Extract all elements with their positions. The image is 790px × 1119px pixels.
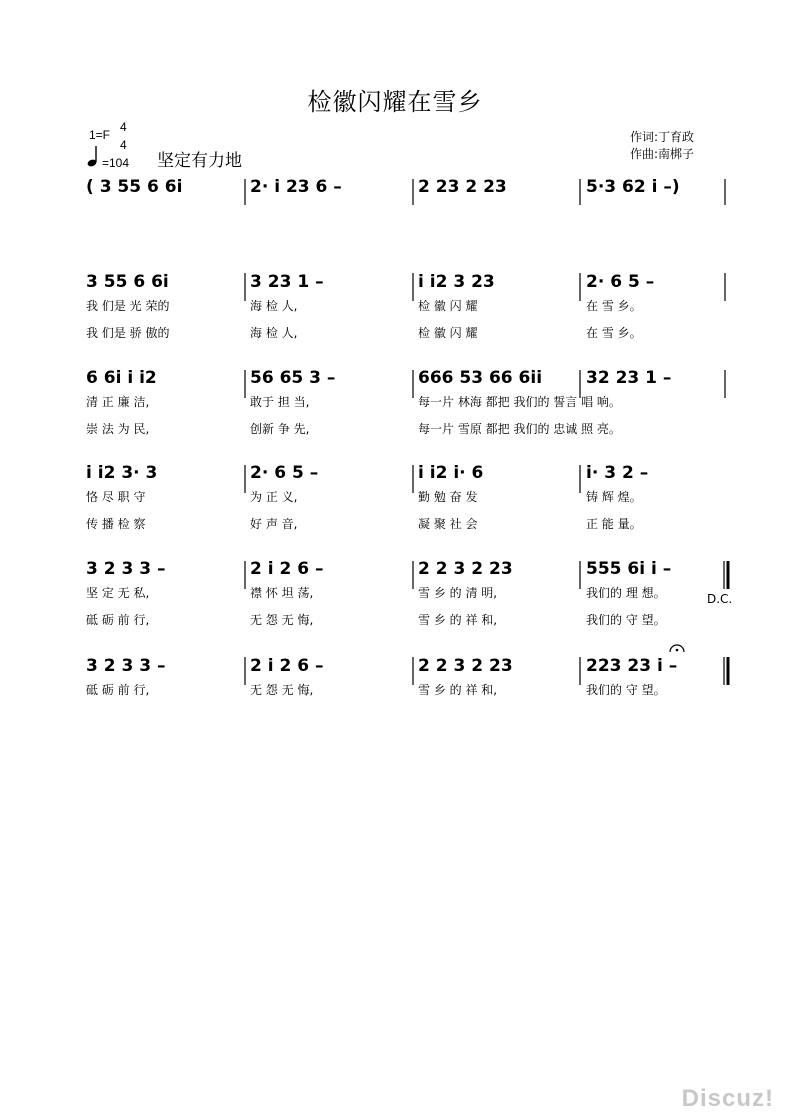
measure-notes: 3 55 6 6i — [86, 272, 169, 292]
lyric-segment: 无 怨 无 悔, — [250, 613, 314, 627]
lyric-segment: 恪 尽 职 守 — [86, 490, 146, 504]
measure-notes: 3 23 1 – — [250, 272, 324, 292]
lyric-segment: 勤 勉 奋 发 — [418, 490, 478, 504]
measure-notes: i i2 i· 6 — [418, 463, 484, 483]
lyric-segment: 好 声 音, — [250, 517, 298, 531]
tempo-marking: =104 — [102, 156, 130, 170]
measure-notes: 2 2 3 2 23 — [418, 559, 513, 579]
dc-marking: D.C. — [707, 592, 733, 606]
measure-notes: i i2 3· 3 — [86, 463, 158, 483]
lyric-segment: 检 徽 闪 耀 — [418, 326, 478, 340]
lyric-segment: 坚 定 无 私, — [86, 586, 150, 600]
measure-notes: 6 6i i i2 — [86, 368, 157, 388]
measure-notes: 3 2 3 3 – — [86, 559, 166, 579]
measure-notes: ( 3 55 6 6i — [86, 177, 183, 197]
measure-notes: 2 i 2 6 – — [250, 656, 324, 676]
measure-notes: 56 65 3 – — [250, 368, 336, 388]
lyric-segment: 襟 怀 坦 荡, — [250, 586, 314, 600]
lyric-segment: 检 徽 闪 耀 — [418, 299, 478, 313]
lyric-segment: 我们的 理 想。 — [586, 586, 666, 600]
lyricist-credit: 作词:丁育政 — [630, 130, 695, 144]
fermata-dot — [676, 649, 679, 652]
lyric-segment: 砥 砺 前 行, — [86, 613, 150, 627]
lyric-segment: 每一片 林海 都把 我们的 誓言 唱 响。 — [418, 395, 621, 409]
time-signature-bottom: 4 — [120, 138, 127, 152]
lyric-segment: 雪 乡 的 清 明, — [418, 586, 498, 600]
measure-notes: i i2 3 23 — [418, 272, 495, 292]
lyric-segment: 崇 法 为 民, — [86, 422, 150, 436]
lyric-segment: 为 正 义, — [250, 490, 298, 504]
expression-marking: 坚定有力地 — [157, 151, 242, 171]
lyric-segment: 清 正 廉 洁, — [86, 395, 150, 409]
lyric-segment: 铸 辉 煌。 — [586, 490, 642, 504]
lyric-segment: 砥 砺 前 行, — [86, 683, 150, 697]
lyric-segment: 创新 争 先, — [250, 422, 310, 436]
lyric-segment: 我 们是 骄 傲的 — [86, 326, 170, 340]
lyric-segment: 正 能 量。 — [586, 517, 642, 531]
lyric-segment: 我 们是 光 荣的 — [86, 299, 170, 313]
measure-notes: 2· 6 5 – — [250, 463, 319, 483]
lyric-segment: 在 雪 乡。 — [586, 326, 642, 340]
time-signature-top: 4 — [120, 120, 127, 134]
measure-notes: 5·3 62 i –) — [586, 177, 680, 197]
lyric-segment: 雪 乡 的 祥 和, — [418, 613, 498, 627]
measure-notes: 2· 6 5 – — [586, 272, 655, 292]
measure-notes: 3 2 3 3 – — [86, 656, 166, 676]
measure-notes: 2 2 3 2 23 — [418, 656, 513, 676]
watermark: Discuz! — [681, 1085, 774, 1112]
lyric-segment: 我们的 守 望。 — [586, 613, 666, 627]
key-signature: 1=F — [89, 128, 111, 142]
measure-notes: 32 23 1 – — [586, 368, 672, 388]
lyric-segment: 每一片 雪原 都把 我们的 忠诚 照 亮。 — [418, 422, 621, 436]
composer-credit: 作曲:南梆子 — [630, 147, 695, 161]
measure-notes: 2 i 2 6 – — [250, 559, 324, 579]
lyric-segment: 敢于 担 当, — [250, 395, 310, 409]
lyric-segment: 雪 乡 的 祥 和, — [418, 683, 498, 697]
song-title: 检徽闪耀在雪乡 — [307, 88, 483, 116]
measure-notes: i· 3 2 – — [586, 463, 649, 483]
measure-notes: 223 23 i – — [586, 656, 678, 676]
lyric-segment: 无 怨 无 悔, — [250, 683, 314, 697]
measure-notes: 555 6i i – — [586, 559, 672, 579]
lyric-segment: 凝 聚 社 会 — [418, 517, 478, 531]
measure-notes: 2 23 2 23 — [418, 177, 507, 197]
lyric-segment: 在 雪 乡。 — [586, 299, 642, 313]
lyric-segment: 海 检 人, — [250, 326, 298, 340]
measure-notes: 666 53 66 6ii — [418, 368, 543, 388]
lyric-segment: 海 检 人, — [250, 299, 298, 313]
lyric-segment: 传 播 检 察 — [86, 517, 146, 531]
lyric-segment: 我们的 守 望。 — [586, 683, 666, 697]
measure-notes: 2· i 23 6 – — [250, 177, 342, 197]
